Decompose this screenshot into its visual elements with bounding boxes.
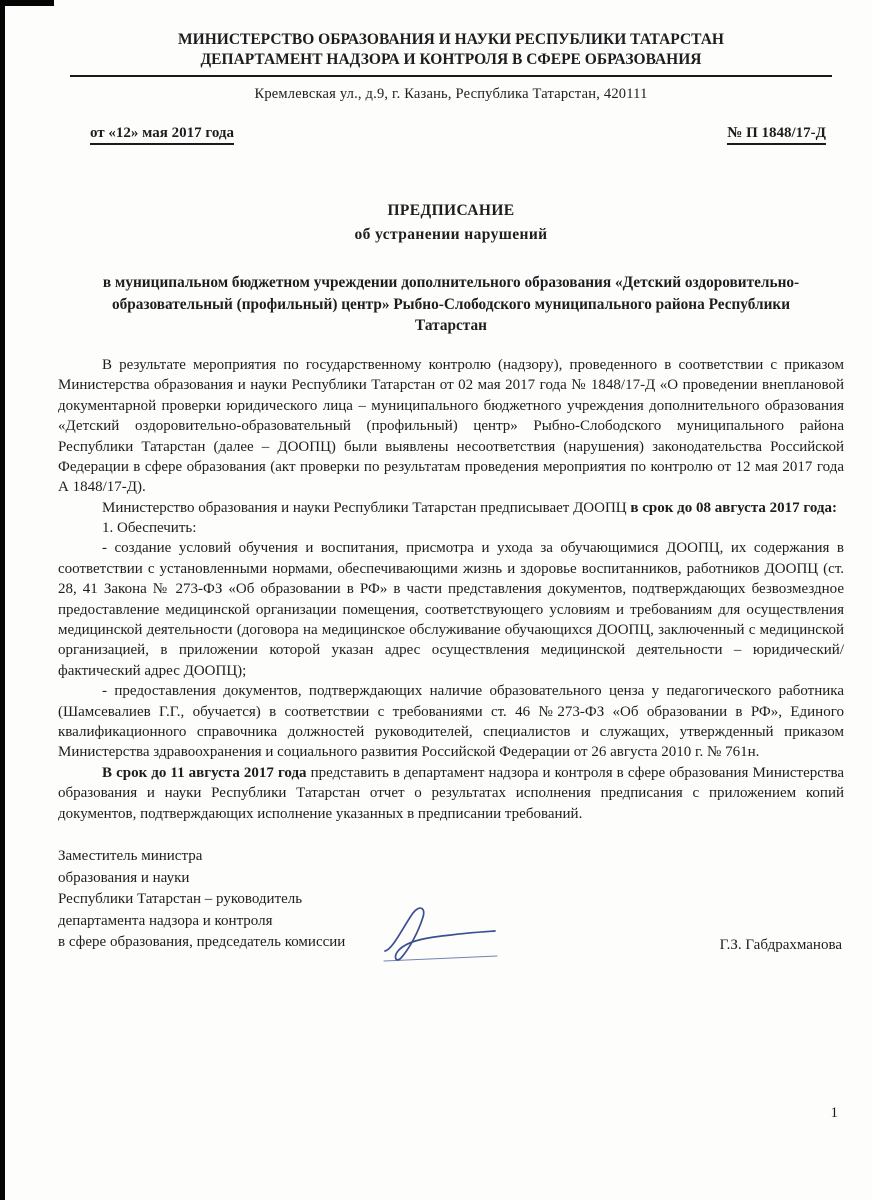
paragraph-ensure: 1. Обеспечить: [102, 520, 197, 537]
addressee-paragraph: в муниципальном бюджетном учреждении дополнительного образования «Детский оздоровительно-образовательный (профильный) центр» Рыбно-Слободского муниципального района Республики Татарстан [102, 273, 800, 335]
signatory-name: Г.З. Габдрахманова [719, 936, 842, 953]
paragraph-order [58, 498, 844, 518]
paragraph-report-deadline [58, 763, 844, 824]
reference-row [58, 125, 844, 145]
scan-edge-artifact [0, 0, 5, 1200]
paragraph-item-documents: - предоставления документов, подтверждающих наличие образовательного ценза у педагогического работника (Шамсевалиев Г.Г., обучается) в соответствии с требованиями ст. 46 №273-ФЗ «Об образовании в РФ», Единого квалификационного справочника должностей руководителей, специалистов и служащих, утвержденный приказом Министерства здравоохранения и социального развития Российской Федерации от 26 августа 2010 г. № 761н. [58, 683, 844, 761]
paragraph-order-deadline: в срок до 08 августа 2017 года: [630, 499, 837, 516]
scan-corner-artifact [0, 0, 54, 6]
title-sub: об устранении нарушений [354, 225, 548, 243]
signature-block [58, 846, 844, 954]
paragraph-order-text: Министерство образования и науки Республики Татарстан предписывает ДООПЦ [102, 499, 631, 516]
letterhead [70, 30, 832, 77]
signature-ink-icon [379, 901, 511, 973]
signatory-position-line: образования и науки [58, 869, 190, 886]
signatory-position-line: департамента надзора и контроля [58, 912, 273, 929]
signatory-position [58, 846, 345, 954]
document-body [58, 355, 844, 824]
document-content [58, 30, 844, 954]
address-line: Кремлевская ул., д.9, г. Казань, Республика Татарстан, 420111 [254, 86, 648, 103]
title-main: ПРЕДПИСАНИЕ [387, 202, 515, 220]
ministry-name: МИНИСТЕРСТВО ОБРАЗОВАНИЯ И НАУКИ РЕСПУБЛИКИ ТАТАРСТАН [178, 31, 724, 48]
document-date: от «12» мая 2017 года [90, 125, 234, 145]
page-number: 1 [830, 1105, 838, 1121]
handwritten-signature [379, 901, 511, 978]
report-deadline-text: представить в департамент надзора и контроля в сфере образования Министерства образования и науки Республики Татарстан отчет о результатах исполнения предписания с приложением копий документов, подтверждающих исполнение указанных в предписании требований. [58, 764, 845, 822]
document-number: № П 1848/17-Д [727, 125, 826, 145]
paragraph-intro: В результате мероприятия по государственному контролю (надзору), проведенного в соответствии с приказом Министерства образования и науки Республики Татарстан от 02 мая 2017 года № 1848/17-Д «О проведении внеплановой документарной проверки юридического лица – муниципального бюджетного учреждения дополнительного образования «Детский оздоровительно-образовательный (профильный) центр» Рыбно-Слободского муниципального района Республики Татарстан (далее – ДООПЦ) были выявлены несоответствия (нарушения) законодательства Российской Федерации в сфере образования (акт проверки по результатам проведения мероприятия по контролю от 12 мая 2017 года А 1848/17-Д). [58, 356, 844, 496]
paragraph-item-conditions: - создание условий обучения и воспитания, присмотра и ухода за обучающимися ДООПЦ, их содержания в соответствии с установленными нормами, обеспечивающими жизнь и здоровье воспитанников, работников ДООПЦ (ст. 28, 41 Закона № 273-ФЗ «Об образовании в РФ» в части представления документов, подтверждающих безвозмездное предоставление медицинской организации помещения, соответствующего условиям и требованиям для осуществления медицинской деятельности (договора на медицинское обслуживание обучающихся ДООПЦ, заключенный с медицинской организацией, в приложении которой указан адрес осуществления медицинской деятельности – юридический/фактический адрес ДООПЦ); [58, 540, 844, 679]
signatory-position-line: Республики Татарстан – руководитель [58, 891, 303, 908]
document-title [58, 199, 844, 246]
signatory-position-line: в сфере образования, председатель комиссии [58, 934, 346, 951]
report-deadline-bold: В срок до 11 августа 2017 года [102, 764, 307, 781]
department-name: ДЕПАРТАМЕНТ НАДЗОРА И КОНТРОЛЯ В СФЕРЕ ОБРАЗОВАНИЯ [200, 51, 702, 69]
signatory-position-line: Заместитель министра [58, 847, 203, 864]
